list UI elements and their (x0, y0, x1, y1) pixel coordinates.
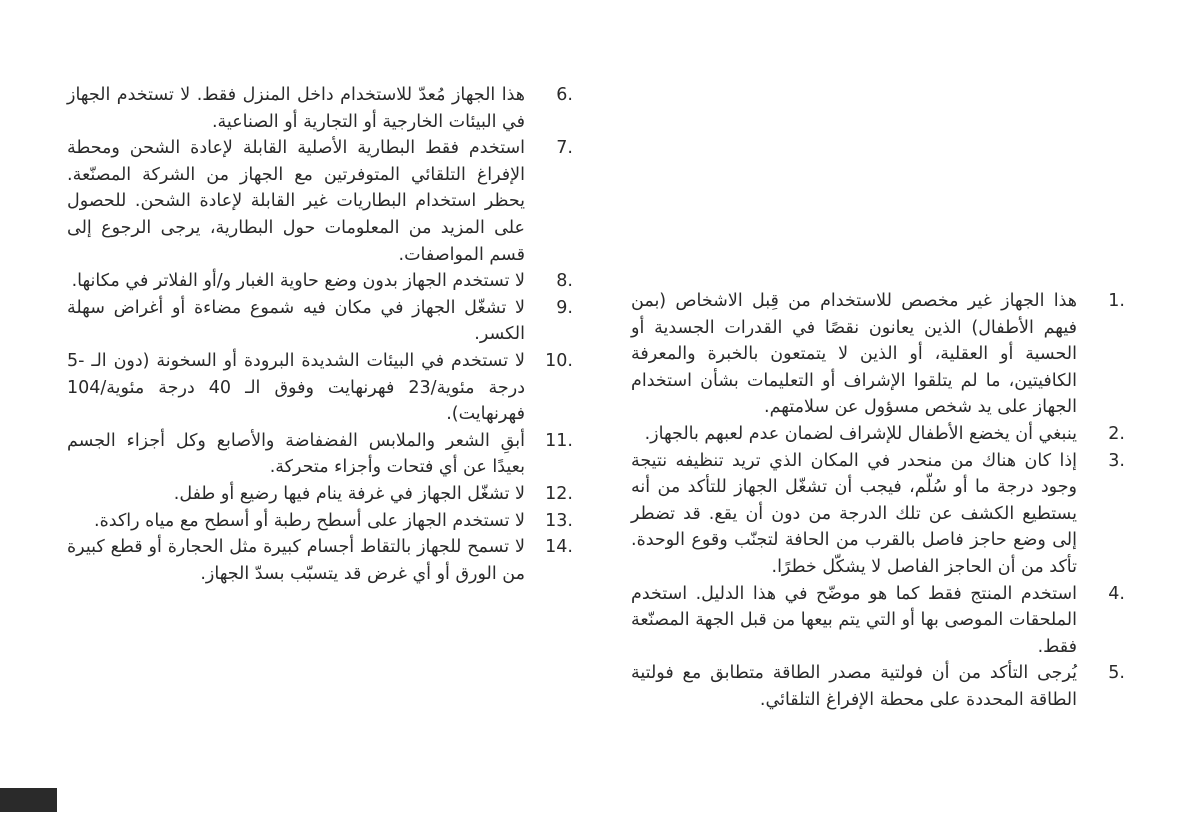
list-item (67, 135, 573, 268)
item-text: لا تسمح للجهاز بالتقاط أجسام كبيرة مثل الحجارة أو قطع كبيرة من الورق أو أي غرض قد يتسبّب بسدّ الجهاز. (67, 537, 525, 584)
list-item (631, 581, 1125, 661)
right-column (631, 288, 1125, 714)
item-number: 7. (556, 138, 573, 159)
item-text: هذا الجهاز مُعدّ للاستخدام داخل المنزل فقط. لا تستخدم الجهاز في البيئات الخارجية أو التجارية أو الصناعية. (67, 85, 525, 132)
item-text: استخدم فقط البطارية الأصلية القابلة لإعادة الشحن ومحطة الإفراغ التلقائي المتوفرتين مع الجهاز من الشركة المصنّعة. يحظر استخدام البطاريات غير القابلة لإعادة الشحن. للحصول على المزيد من المعلومات حول البطارية، يرجى الرجوع إلى قسم المواصفات. (67, 138, 525, 265)
item-text: ينبغي أن يخضع الأطفال للإشراف لضمان عدم لعبهم بالجهاز. (644, 423, 1077, 444)
list-item (631, 421, 1125, 448)
left-column (67, 82, 573, 587)
item-text: لا تشغّل الجهاز في مكان فيه شموع مضاءة أو أغراض سهلة الكسر. (67, 297, 525, 345)
list-item (631, 660, 1125, 713)
list-item (67, 82, 573, 135)
list-item (631, 448, 1125, 581)
item-text: يُرجى التأكد من أن فولتية مصدر الطاقة متطابق مع فولتية الطاقة المحددة على محطة الإفراغ التلقائي. (631, 663, 1077, 710)
item-number: 14. (545, 537, 573, 558)
item-number: 10. (545, 350, 573, 371)
item-text: لا تستخدم الجهاز على أسطح رطبة أو أسطح مع مياه راكدة. (94, 510, 525, 531)
item-number: 1. (1108, 291, 1125, 311)
item-text: أبقِ الشعر والملابس الفضفاضة والأصابع وكل أجزاء الجسم بعيدًا عن أي فتحات وأجزاء متحركة. (67, 430, 525, 478)
item-number: 4. (1108, 583, 1125, 604)
item-text: لا تستخدم في البيئات الشديدة البرودة أو السخونة (دون الـ -5 درجة مئوية/23 فهرنهايت وفوق الـ 40 درجة مئوية/104 فهرنهايت). (67, 350, 525, 425)
item-number: 5. (1108, 663, 1125, 684)
item-number: 11. (545, 430, 573, 451)
list-item (67, 348, 573, 428)
item-text: لا تستخدم الجهاز بدون وضع حاوية الغبار و/أو الفلاتر في مكانها. (71, 271, 525, 292)
item-text: إذا كان هناك من منحدر في المكان الذي تريد تنظيفه نتيجة وجود درجة ما أو سُلّم، فيجب أن تشغّل الجهاز للتأكد من أنه يستطيع الكشف عن تلك الدرجة من دون أن يقع. قد تضطر إلى وضع حاجز فاصل بالقرب من الحافة لتجنّب وقوع الوحدة. تأكد من أن الحاجز الفاصل لا يشكّل خطرًا. (631, 450, 1077, 577)
item-text: هذا الجهاز غير مخصص للاستخدام من قِبل الاشخاص (بمن فيهم الأطفال) الذين يعانون نقصًا في القدرات الجسدية أو الحسية أو العقلية، أو الذين لا يتمتعون بالخبرة والمعرفة الكافيتين، ما لم يتلقوا الإشراف أو التعليمات بشأن استخدام الجهاز على يد شخص مسؤول عن سلامتهم. (631, 291, 1077, 418)
item-number: 13. (545, 510, 573, 531)
list-item (631, 288, 1125, 421)
list-item (67, 295, 573, 348)
page-tab-marker (0, 788, 57, 812)
item-number: 3. (1108, 450, 1125, 471)
item-number: 2. (1108, 423, 1125, 444)
item-number: 8. (556, 271, 573, 292)
item-text: لا تشغّل الجهاز في غرفة ينام فيها رضيع أو طفل. (173, 483, 525, 504)
item-text: استخدم المنتج فقط كما هو موضّح في هذا الدليل. استخدم الملحقات الموصى بها أو التي يتم بيعها من قبل الجهة المصنّعة فقط. (631, 583, 1077, 657)
list-item (67, 428, 573, 481)
list-item (67, 481, 573, 508)
list-item (67, 268, 573, 295)
item-number: 12. (545, 483, 573, 504)
item-number: 6. (556, 85, 573, 105)
list-item (67, 508, 573, 535)
list-item (67, 534, 573, 587)
item-number: 9. (556, 297, 573, 318)
